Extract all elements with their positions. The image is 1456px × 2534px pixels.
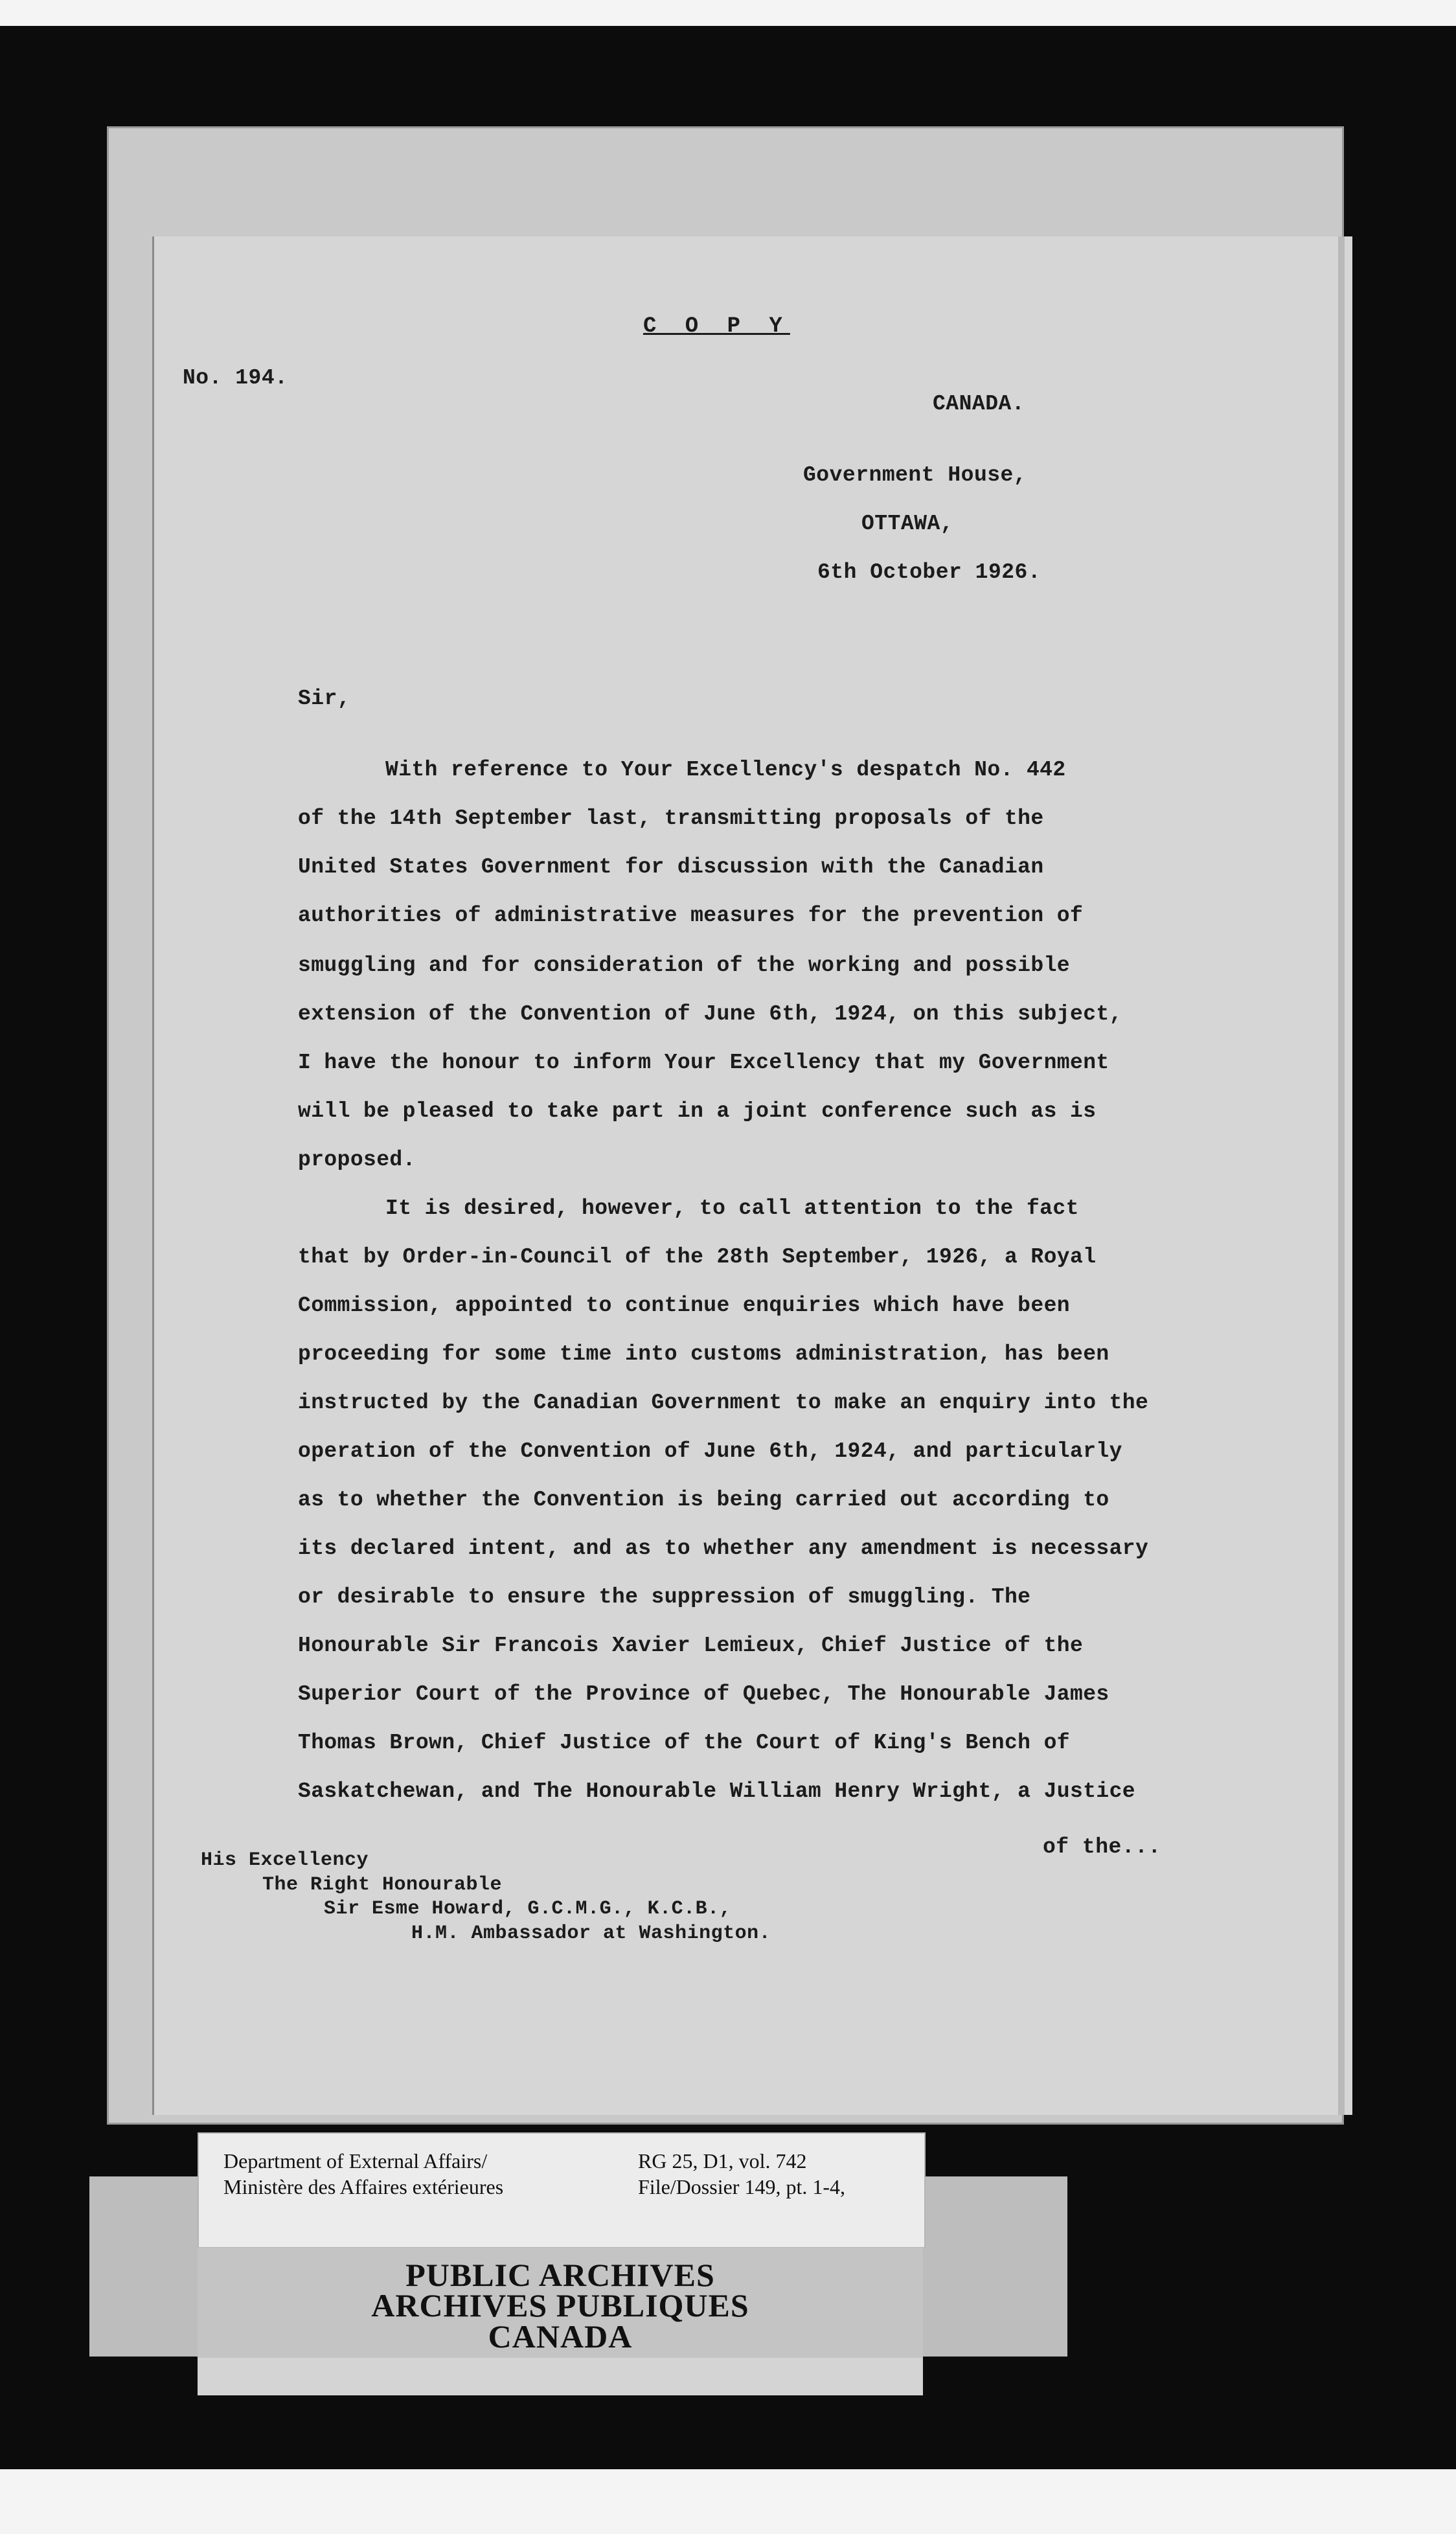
paragraph-2-line: as to whether the Convention is being carried out according to xyxy=(298,1488,1109,1512)
paragraph-2-line: its declared intent, and as to whether any amendment is necessary xyxy=(298,1536,1149,1560)
paragraph-1-line: United States Government for discussion with the Canadian xyxy=(298,855,1044,879)
archive-name-fr: ARCHIVES PUBLIQUES xyxy=(371,2287,749,2323)
paragraph-2-line: or desirable to ensure the suppression of smuggling. The xyxy=(298,1585,1031,1609)
archive-name-en: PUBLIC ARCHIVES xyxy=(405,2257,715,2293)
archive-country: CANADA xyxy=(488,2318,633,2355)
paragraph-1-line: of the 14th September last, transmitting proposals of the xyxy=(298,806,1044,830)
paragraph-2-line: instructed by the Canadian Government to make an enquiry into the xyxy=(298,1391,1149,1415)
paragraph-1-line: smuggling and for consideration of the working and possible xyxy=(298,953,1070,977)
paragraph-2-line: It is desired, however, to call attention to the fact xyxy=(385,1196,1079,1220)
paragraph-2-line: Commission, appointed to continue enquiries which have been xyxy=(298,1294,1070,1318)
paragraph-2-line: proceeding for some time into customs administration, has been xyxy=(298,1342,1109,1366)
despatch-number: No. 194. xyxy=(183,366,288,390)
record-group-reference: RG 25, D1, vol. 742 xyxy=(638,2149,807,2173)
page-edge xyxy=(1338,236,1345,2115)
paragraph-2-line: Thomas Brown, Chief Justice of the Court of King's Bench of xyxy=(298,1731,1070,1755)
copy-heading: C O P Y xyxy=(643,314,790,339)
paragraph-1-line: extension of the Convention of June 6th, 1924, on this subject, xyxy=(298,1002,1122,1026)
address-line-1: Government House, xyxy=(803,463,1027,487)
paragraph-2-line: Saskatchewan, and The Honourable William Henry Wright, a Justice xyxy=(298,1779,1136,1803)
film-border-top xyxy=(0,0,1456,26)
addressee-line: Sir Esme Howard, G.C.M.G., K.C.B., xyxy=(324,1898,732,1920)
addressee-line: H.M. Ambassador at Washington. xyxy=(411,1923,771,1945)
paragraph-1-line: authorities of administrative measures for the prevention of xyxy=(298,904,1084,928)
letter-page xyxy=(152,236,1352,2115)
salutation: Sir, xyxy=(298,687,351,711)
addressee-line: The Right Honourable xyxy=(262,1874,503,1896)
paragraph-2-line: Superior Court of the Province of Quebec, The Honourable James xyxy=(298,1682,1109,1706)
address-line-2: OTTAWA, xyxy=(861,512,954,536)
addressee-line: His Excellency xyxy=(201,1849,369,1871)
paragraph-2-line: Honourable Sir Francois Xavier Lemieux, Chief Justice of the xyxy=(298,1634,1084,1658)
paragraph-1-line: With reference to Your Excellency's despatch No. 442 xyxy=(385,758,1066,782)
department-french: Ministère des Affaires extérieures xyxy=(223,2175,504,2198)
letter-date: 6th October 1926. xyxy=(817,560,1041,584)
paragraph-2-line: that by Order-in-Council of the 28th September, 1926, a Royal xyxy=(298,1245,1097,1269)
paragraph-1-line: I have the honour to inform Your Excellency that my Government xyxy=(298,1051,1109,1075)
country-label: CANADA. xyxy=(933,392,1025,416)
paragraph-1-line: will be pleased to take part in a joint conference such as is xyxy=(298,1099,1097,1123)
page-continuation: of the... xyxy=(1043,1835,1161,1859)
department-english: Department of External Affairs/ xyxy=(223,2149,488,2173)
file-reference: File/Dossier 149, pt. 1-4, xyxy=(638,2175,845,2198)
paragraph-2-line: operation of the Convention of June 6th, 1924, and particularly xyxy=(298,1439,1122,1463)
film-border-bottom xyxy=(0,2469,1456,2534)
paragraph-1-line: proposed. xyxy=(298,1148,416,1172)
archive-card-foot xyxy=(198,2358,923,2395)
